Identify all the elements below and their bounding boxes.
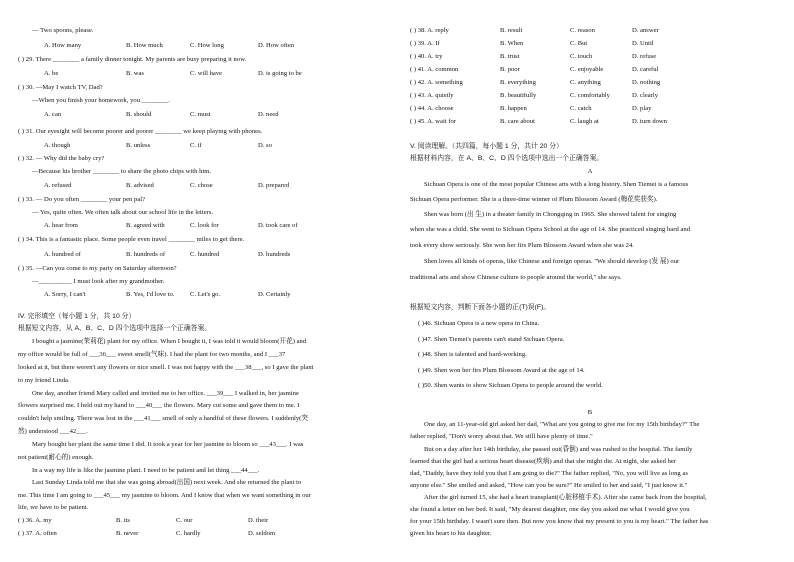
option: A. hundred of xyxy=(44,251,81,258)
option: C. reason xyxy=(570,27,595,34)
option: A. How many xyxy=(44,42,82,49)
option: C. comfortably xyxy=(570,92,610,99)
passage-line: she found a letter on her bed. It said, "My dearest daughter, one day you asked me what I would give you xyxy=(410,506,690,513)
option-row xyxy=(18,182,378,190)
option: D. their xyxy=(248,517,269,524)
option: C. will have xyxy=(190,70,223,77)
passage-line: anyone else." She smiled and asked, "How can you be sure?" He smiled to her and said, "I just know it." xyxy=(410,482,688,489)
option-row xyxy=(410,118,770,126)
option: B. unless xyxy=(126,142,151,149)
option: D. Until xyxy=(632,40,654,47)
question-34: ( ) 34. This is a fantastic place. Some people even travel ________ miles to get there. xyxy=(18,236,245,243)
option: B. care about xyxy=(500,118,535,125)
passage-line: 然) understood ___42___. xyxy=(18,428,88,435)
option: A. though xyxy=(44,142,71,149)
right-column xyxy=(410,0,770,562)
option: D. clearly xyxy=(632,92,658,99)
passage-line: me. This time I am going to ___45___ my jasmine to bloom. And I know that when we want something in our xyxy=(18,492,311,499)
question-33: ( ) 33. — Do you often ________ your pen pal? xyxy=(18,196,146,203)
option: C. chose xyxy=(190,182,213,189)
option: C. But xyxy=(570,40,588,47)
option: C. laugh at xyxy=(570,118,599,125)
option-row xyxy=(18,222,378,230)
option: B. beautifully xyxy=(500,92,537,99)
tf-question: ( )46. Sichuan Opera is a new opera in China. xyxy=(418,320,540,327)
option-row xyxy=(18,70,378,78)
tf-question: ( )47. Shen Tiemei's parents can't stand Sichuan Opera. xyxy=(418,336,565,343)
option-row xyxy=(410,92,770,100)
text-line: —When you finish your homework, you ________. xyxy=(32,97,170,104)
option: C. catch xyxy=(570,105,592,112)
option: B. hundreds of xyxy=(126,251,166,258)
option: C. hundred xyxy=(190,251,220,258)
option: A. be xyxy=(44,70,59,77)
option: C. anything xyxy=(570,79,601,86)
option-row xyxy=(18,530,378,538)
tf-question: ( )48. Shen is talented and hard-working. xyxy=(418,351,527,358)
passage-line: In a way my life is like the jasmine plant. I need to be patient and let thing ___44___. xyxy=(32,467,260,474)
option: B. When xyxy=(500,40,524,47)
option: A. Sorry, I can't xyxy=(44,291,86,298)
option: D. prepared xyxy=(258,182,290,189)
passage-line: Shen loves all kinds of operas, like Chinese and foreign operas. "We should develop (发 展) our xyxy=(424,258,680,265)
option-row xyxy=(18,517,378,525)
option-row xyxy=(18,111,378,119)
option-row xyxy=(18,142,378,150)
option: C. if xyxy=(190,142,202,149)
option: B. its xyxy=(116,517,130,524)
option: B. was xyxy=(126,70,144,77)
option: D. refuse xyxy=(632,53,657,60)
option-row xyxy=(410,79,770,87)
text-line: — Yes, quite often. We often talk about our school life in the letters. xyxy=(32,209,214,216)
passage-line: Sichuan Opera is one of the most popular Chinese arts with a long history. Shen Tiemei is a famous xyxy=(424,181,689,188)
option: D. is going to be xyxy=(258,70,302,77)
tf-instruction: 根据短文内容，判断下面各小题的正(T)误(F)。 xyxy=(410,304,551,311)
option: D. need xyxy=(258,111,279,118)
option: B. everything xyxy=(500,79,536,86)
question-30: ( ) 30. —May I watch TV, Dad? xyxy=(18,84,103,91)
option: B. advised xyxy=(126,182,154,189)
question-32: ( ) 32. — Why did the baby cry? xyxy=(18,155,105,162)
option: C. Let's go. xyxy=(190,291,221,298)
option: D. answer xyxy=(632,27,659,34)
option: C. must xyxy=(190,111,211,118)
passage-line: Mary bought her plant the same time I did. It took a year for her jasmine to bloom so ___43___. I was xyxy=(32,441,304,448)
option: C. our xyxy=(176,517,193,524)
option-row xyxy=(18,251,378,259)
option: D. turn down xyxy=(632,118,667,125)
option-row xyxy=(410,40,770,48)
question-35: ( ) 35. —Can you come to my party on Saturday afternoon? xyxy=(18,265,177,272)
tf-question: ( )50. Shen wants to show Sichuan Opera to people around the world. xyxy=(418,382,603,389)
option: A. can xyxy=(44,111,62,118)
option: D. seldom xyxy=(248,530,276,537)
option: B. should xyxy=(126,111,152,118)
section-heading: V. 阅读理解。（共四篇，每小题 1 分，共计 20 分） xyxy=(410,143,563,150)
option: C. How long xyxy=(190,42,224,49)
passage-title: A xyxy=(587,168,593,175)
passage-line: not patient(耐心的) enough. xyxy=(18,454,94,461)
option: C. touch xyxy=(570,53,593,60)
passage-line: couldn't help smiling. There was lost in the ___41___ smell of only a handful of these flowers. I suddenly(突 xyxy=(18,415,309,422)
section-instruction: 根据材料内容，在 A、B、C、D 四个选项中选出一个正确答案。 xyxy=(410,155,604,162)
passage-line: One day, another friend Mary called and invited me to her office. ___39___ I walked in, her jasmine xyxy=(32,390,299,397)
option: ( ) 37. A. often xyxy=(18,530,57,537)
passage-line: my office would be full of ___36___ sweet smell(气味). I had the plant for two months, and I ___37 xyxy=(18,351,286,358)
passage-line: After the girl turned 15, she had a heart transplant(心脏移植手术). After she came back from the hospital, xyxy=(424,494,707,501)
text-line: — Two spoons, please. xyxy=(32,27,94,34)
option: ( ) 42. A. something xyxy=(410,79,463,86)
text-line: —__________ I must look after my grandmother. xyxy=(32,278,165,285)
left-column xyxy=(18,0,378,562)
option: ( ) 39. A. If xyxy=(410,40,440,47)
passage-line: learned that the girl had a serious heart disease(疾病) and that she might die. At night, she asked her xyxy=(410,458,677,465)
option: ( ) 41. A. common xyxy=(410,66,459,73)
option: B. trust xyxy=(500,53,520,60)
tf-question: ( )49. Shen won her firs Plum Blossom Award at the age of 14. xyxy=(418,367,585,374)
section-instruction: 根据短文内容，从 A、B、C、D 四个选项中选择一个正确答案。 xyxy=(18,325,212,332)
option: D. careful xyxy=(632,66,659,73)
option: A. refused xyxy=(44,182,72,189)
text-line: —Because his brother ________ to share the photo chips with him. xyxy=(32,168,212,175)
option: B. agreed with xyxy=(126,222,165,229)
option: D. nothing xyxy=(632,79,661,86)
option: ( ) 45. A. wait for xyxy=(410,118,456,125)
option: ( ) 44. A. choose xyxy=(410,105,454,112)
option: B. Yes, I'd love to. xyxy=(126,291,175,298)
question-31: ( ) 31. Our eyesight will become poorer and poorer ________ we keep playing with phones. xyxy=(18,128,263,135)
option: D. Certainly xyxy=(258,291,291,298)
option: C. enjoyable xyxy=(570,66,604,73)
option: ( ) 36. A. my xyxy=(18,517,52,524)
option: D. took care of xyxy=(258,222,298,229)
passage-line: looked at it, but there weren't any flowers or nice smell. I was not happy with the ___38___, so I gave the plant xyxy=(18,364,314,371)
option-row xyxy=(18,42,378,50)
option: B. poor xyxy=(500,66,520,73)
passage-line: Last Sunday Linda told me that she was going abroad(出国) next week. And she returned the plant to xyxy=(32,479,302,486)
option: B. result xyxy=(500,27,523,34)
passage-line: flowers surprised me. I held out my hand to ___40___ the flowers. Mary cut some and gave them to me. I xyxy=(18,402,300,409)
option: B. never xyxy=(116,530,139,537)
passage-line: life, we have to be patient. xyxy=(18,504,89,511)
passage-line: traditional arts and show Chinese culture to people around the world," she says. xyxy=(410,274,622,281)
option: C. look for xyxy=(190,222,219,229)
passage-line: took every show seriously. She won her firs Plum Blossom Award when she was 24. xyxy=(410,242,634,249)
passage-line: when she was a child. She went to Sichuan Opera School at the age of 14. She practiced singing hard and xyxy=(410,226,691,233)
option-row xyxy=(18,291,378,299)
option: D. play xyxy=(632,105,652,112)
option: ( ) 38. A. reply xyxy=(410,27,449,34)
option-row xyxy=(410,66,770,74)
passage-line: to my friend Linda. xyxy=(18,377,70,384)
option: B. How much xyxy=(126,42,163,49)
option: ( ) 40. A. try xyxy=(410,53,443,60)
passage-line: for your 15th birthday. I wasn't sure then. But now you know that my present to you is my heart." The father has xyxy=(410,518,709,525)
option: B. happen xyxy=(500,105,527,112)
passage-line: I bought a jasmine(茉莉花) plant for my office. When I bought it, I was told it would bloom(开花) and xyxy=(32,338,307,345)
option: D. hundreds xyxy=(258,251,291,258)
passage-line: But on a day after her 14th birthday, she passed out(昏倒) and was rushed to the hospital. The family xyxy=(424,446,693,453)
option: C. hardly xyxy=(176,530,201,537)
passage-line: Sichuan Opera performer. She is a three-time winner of Plum Blossom Award (梅花奖获奖). xyxy=(410,196,658,203)
question-29: ( ) 29. There ________ a family dinner tonight. My parents are busy preparing it now. xyxy=(18,56,247,63)
passage-line: father replied, "Don't worry about that. We still have plenty of time." xyxy=(410,433,593,440)
passage-line: One day, an 11-year-old girl asked her dad, "What are you going to give me for my 15th birthday?" The xyxy=(424,421,700,428)
option: ( ) 43. A. quietly xyxy=(410,92,454,99)
section-heading: IV. 完形填空（每小题 1 分，共 10 分） xyxy=(18,313,136,320)
passage-title: B xyxy=(587,409,593,416)
passage-line: Shen was born (出 生) in a theater family in Chongqing in 1965. She showed talent for singing xyxy=(424,211,677,218)
option: A. hear from xyxy=(44,222,78,229)
option: D. so xyxy=(258,142,272,149)
passage-line: dad, "Daddy, have they told you that I am going to die?" The father replied, "No, you will live as long as xyxy=(410,470,688,477)
option-row xyxy=(410,105,770,113)
option: D. How often xyxy=(258,42,295,49)
option-row xyxy=(410,53,770,61)
passage-line: given his heart to his daughter. xyxy=(410,530,492,537)
option-row xyxy=(410,27,770,35)
